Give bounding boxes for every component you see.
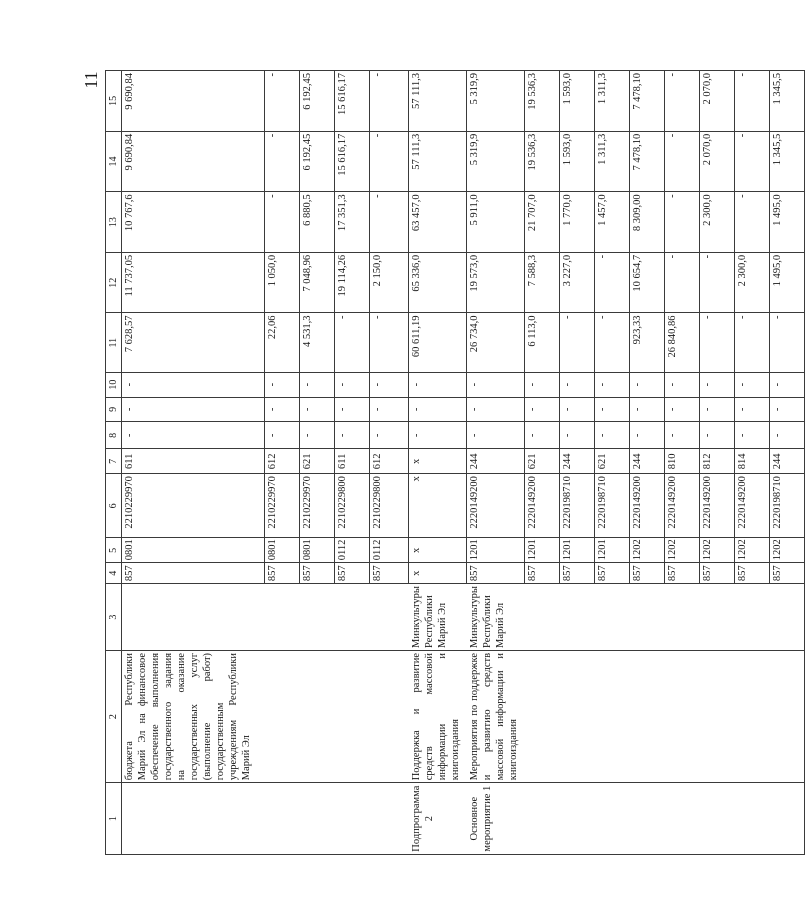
row-csr-cell: 2220149200: [665, 474, 700, 538]
row-executor-cell: [122, 584, 265, 651]
row-executor-cell: [770, 584, 805, 651]
column-header: 1: [106, 783, 122, 855]
row-col8-cell: -: [560, 422, 595, 449]
row-description-cell: [265, 650, 300, 782]
column-number-row: [106, 71, 122, 855]
row-col9-cell: -: [409, 397, 467, 422]
row-value-cell: 63 457,0: [409, 192, 467, 253]
row-csr-cell: 2210229970: [122, 474, 265, 538]
row-executor-cell: Минкультуры Республики Марий Эл: [467, 584, 525, 651]
row-value-cell: 19 536,3: [525, 131, 560, 192]
row-value-cell: 6 192,45: [300, 71, 335, 132]
row-description-cell: [735, 650, 770, 782]
row-section-cell: [560, 783, 595, 855]
row-col9-cell: -: [122, 397, 265, 422]
page-number: 11: [81, 71, 101, 89]
row-description-cell: [335, 650, 370, 782]
row-col9-cell: -: [770, 397, 805, 422]
row-value-cell: -: [735, 313, 770, 372]
table-row: [665, 71, 700, 855]
row-value-cell: 2 070,0: [700, 71, 735, 132]
row-value-cell: -: [265, 192, 300, 253]
row-value-cell: 7 588,3: [525, 252, 560, 313]
row-value-cell: 1 495,0: [770, 192, 805, 253]
row-value-cell: 6 113,0: [525, 313, 560, 372]
row-description-cell: [630, 650, 665, 782]
row-value-cell: -: [370, 313, 409, 372]
row-value-cell: 1 593,0: [560, 71, 595, 132]
row-vr-cell: 621: [300, 449, 335, 474]
row-value-cell: 1 311,3: [595, 131, 630, 192]
row-value-cell: -: [735, 131, 770, 192]
row-col8-cell: -: [265, 422, 300, 449]
row-col9-cell: -: [265, 397, 300, 422]
row-value-cell: 9 690,84: [122, 131, 265, 192]
row-csr-cell: 2220149200: [735, 474, 770, 538]
row-value-cell: 7 628,57: [122, 313, 265, 372]
row-section-cell: [665, 783, 700, 855]
row-vr-cell: 621: [525, 449, 560, 474]
row-vr-cell: 244: [630, 449, 665, 474]
row-executor-cell: [735, 584, 770, 651]
column-header: 13: [106, 192, 122, 253]
row-vr-cell: 814: [735, 449, 770, 474]
table-row: [467, 71, 525, 855]
row-value-cell: 17 351,3: [335, 192, 370, 253]
column-header: 9: [106, 397, 122, 422]
row-value-cell: 65 336,0: [409, 252, 467, 313]
row-col10-cell: -: [735, 372, 770, 397]
row-value-cell: -: [560, 313, 595, 372]
row-col9-cell: -: [335, 397, 370, 422]
row-col10-cell: -: [265, 372, 300, 397]
row-value-cell: 11 737,05: [122, 252, 265, 313]
row-csr-cell: 2220149200: [630, 474, 665, 538]
row-col8-cell: -: [122, 422, 265, 449]
row-value-cell: 1 050,0: [265, 252, 300, 313]
row-value-cell: 2 070,0: [700, 131, 735, 192]
table-row: [300, 71, 335, 855]
row-csr-cell: 2220149200: [700, 474, 735, 538]
row-csr-cell: 2210229800: [335, 474, 370, 538]
row-section-cell: [770, 783, 805, 855]
row-description-cell: Мероприятия по поддержке и развитию средств массовой информации и книгоиздания: [467, 650, 525, 782]
column-header: 15: [106, 71, 122, 132]
row-section-cell: [300, 783, 335, 855]
row-vr-cell: 244: [560, 449, 595, 474]
budget-table: [105, 70, 805, 855]
column-header: 4: [106, 563, 122, 584]
row-description-cell: [700, 650, 735, 782]
row-rzpr-cell: 0801: [265, 538, 300, 563]
row-col10-cell: -: [525, 372, 560, 397]
row-value-cell: -: [370, 131, 409, 192]
row-section-cell: Подпрограмма 2: [409, 783, 467, 855]
row-section-cell: [265, 783, 300, 855]
row-col10-cell: -: [630, 372, 665, 397]
row-value-cell: 7 478,10: [630, 71, 665, 132]
row-value-cell: -: [735, 192, 770, 253]
row-csr-cell: x: [409, 474, 467, 538]
row-value-cell: 5 319,9: [467, 131, 525, 192]
row-grbs-cell: 857: [370, 563, 409, 584]
row-value-cell: 10 654,7: [630, 252, 665, 313]
row-value-cell: 19 536,3: [525, 71, 560, 132]
row-section-cell: [630, 783, 665, 855]
row-description-cell: [665, 650, 700, 782]
row-col10-cell: -: [467, 372, 525, 397]
row-rzpr-cell: 1202: [770, 538, 805, 563]
row-csr-cell: 2220198710: [595, 474, 630, 538]
row-col10-cell: -: [122, 372, 265, 397]
row-grbs-cell: 857: [265, 563, 300, 584]
row-value-cell: -: [700, 313, 735, 372]
row-col10-cell: -: [409, 372, 467, 397]
table-row: [335, 71, 370, 855]
row-vr-cell: 612: [265, 449, 300, 474]
row-value-cell: 3 227,0: [560, 252, 595, 313]
row-col9-cell: -: [700, 397, 735, 422]
row-grbs-cell: 857: [665, 563, 700, 584]
row-col10-cell: -: [595, 372, 630, 397]
row-executor-cell: [665, 584, 700, 651]
row-section-cell: [735, 783, 770, 855]
row-value-cell: 6 192,45: [300, 131, 335, 192]
rotated-table-wrapper: [105, 70, 783, 855]
row-rzpr-cell: 0112: [335, 538, 370, 563]
row-value-cell: -: [595, 252, 630, 313]
column-header: 8: [106, 422, 122, 449]
row-vr-cell: 611: [335, 449, 370, 474]
row-value-cell: -: [665, 252, 700, 313]
row-value-cell: 9 690,84: [122, 71, 265, 132]
row-grbs-cell: 857: [630, 563, 665, 584]
row-grbs-cell: 857: [560, 563, 595, 584]
row-vr-cell: 244: [467, 449, 525, 474]
column-header: 12: [106, 252, 122, 313]
row-section-cell: [595, 783, 630, 855]
row-value-cell: 26 840,86: [665, 313, 700, 372]
column-header: 6: [106, 474, 122, 538]
row-grbs-cell: 857: [467, 563, 525, 584]
row-csr-cell: 2220149200: [467, 474, 525, 538]
table-row: [370, 71, 409, 855]
row-rzpr-cell: 1201: [525, 538, 560, 563]
row-value-cell: 60 611,19: [409, 313, 467, 372]
row-value-cell: 7 478,10: [630, 131, 665, 192]
row-csr-cell: 2220198710: [770, 474, 805, 538]
row-executor-cell: [300, 584, 335, 651]
row-executor-cell: [525, 584, 560, 651]
row-value-cell: -: [335, 313, 370, 372]
column-header: 10: [106, 372, 122, 397]
row-col8-cell: -: [770, 422, 805, 449]
row-value-cell: 15 616,17: [335, 131, 370, 192]
row-value-cell: 1 770,0: [560, 192, 595, 253]
row-value-cell: 4 531,3: [300, 313, 335, 372]
row-col9-cell: -: [595, 397, 630, 422]
row-description-cell: [300, 650, 335, 782]
column-header: 7: [106, 449, 122, 474]
table-row: [595, 71, 630, 855]
row-csr-cell: 2210229970: [300, 474, 335, 538]
row-col8-cell: -: [595, 422, 630, 449]
row-vr-cell: 244: [770, 449, 805, 474]
row-description-cell: бюджета Республики Марий Эл на финансовое обеспечение выполнения государственного задания на оказание государственных услуг (выполнение работ) государственным учреждениям Республики Марий Эл: [122, 650, 265, 782]
row-rzpr-cell: 1201: [595, 538, 630, 563]
row-rzpr-cell: x: [409, 538, 467, 563]
row-vr-cell: 621: [595, 449, 630, 474]
table-body: [122, 71, 805, 855]
row-value-cell: 57 111,3: [409, 131, 467, 192]
row-value-cell: 19 114,26: [335, 252, 370, 313]
row-grbs-cell: 857: [595, 563, 630, 584]
row-rzpr-cell: 1202: [665, 538, 700, 563]
row-value-cell: 5 319,9: [467, 71, 525, 132]
row-value-cell: 6 880,5: [300, 192, 335, 253]
row-value-cell: -: [700, 252, 735, 313]
table-row: [265, 71, 300, 855]
row-rzpr-cell: 0801: [122, 538, 265, 563]
row-col9-cell: -: [665, 397, 700, 422]
row-col8-cell: -: [409, 422, 467, 449]
row-col10-cell: -: [700, 372, 735, 397]
row-executor-cell: [265, 584, 300, 651]
column-header: 5: [106, 538, 122, 563]
row-rzpr-cell: 1201: [467, 538, 525, 563]
table-row: [700, 71, 735, 855]
row-value-cell: 1 345,5: [770, 131, 805, 192]
row-section-cell: [122, 783, 265, 855]
row-csr-cell: 2220149200: [525, 474, 560, 538]
row-value-cell: -: [595, 313, 630, 372]
row-executor-cell: [370, 584, 409, 651]
table-row: [630, 71, 665, 855]
row-value-cell: -: [770, 313, 805, 372]
row-value-cell: 5 911,0: [467, 192, 525, 253]
row-col8-cell: -: [700, 422, 735, 449]
row-description-cell: Поддержка и развитие средств массовой информации и книгоиздания: [409, 650, 467, 782]
row-value-cell: -: [665, 71, 700, 132]
table-row: [525, 71, 560, 855]
row-executor-cell: Минкультуры Республики Марий Эл: [409, 584, 467, 651]
row-section-cell: [700, 783, 735, 855]
row-description-cell: [525, 650, 560, 782]
row-description-cell: [370, 650, 409, 782]
row-grbs-cell: 857: [770, 563, 805, 584]
column-header: 2: [106, 650, 122, 782]
row-grbs-cell: 857: [700, 563, 735, 584]
row-value-cell: 19 573,0: [467, 252, 525, 313]
row-rzpr-cell: 1202: [630, 538, 665, 563]
row-grbs-cell: 857: [525, 563, 560, 584]
row-description-cell: [560, 650, 595, 782]
row-value-cell: 8 309,00: [630, 192, 665, 253]
row-value-cell: 2 300,0: [700, 192, 735, 253]
column-header: 14: [106, 131, 122, 192]
row-rzpr-cell: 0801: [300, 538, 335, 563]
row-value-cell: 15 616,17: [335, 71, 370, 132]
row-col8-cell: -: [630, 422, 665, 449]
row-executor-cell: [335, 584, 370, 651]
row-col9-cell: -: [467, 397, 525, 422]
row-section-cell: Основное мероприятие 1: [467, 783, 525, 855]
row-col10-cell: -: [335, 372, 370, 397]
row-col10-cell: -: [370, 372, 409, 397]
row-vr-cell: 611: [122, 449, 265, 474]
row-value-cell: 1 311,3: [595, 71, 630, 132]
row-value-cell: 1 457,0: [595, 192, 630, 253]
row-col8-cell: -: [300, 422, 335, 449]
row-value-cell: 1 495,0: [770, 252, 805, 313]
row-value-cell: 2 300,0: [735, 252, 770, 313]
table-row: [409, 71, 467, 855]
row-value-cell: 10 767,6: [122, 192, 265, 253]
row-col8-cell: -: [370, 422, 409, 449]
row-col8-cell: -: [665, 422, 700, 449]
row-value-cell: 2 150,0: [370, 252, 409, 313]
row-col9-cell: -: [735, 397, 770, 422]
row-value-cell: 22,06: [265, 313, 300, 372]
row-col10-cell: -: [560, 372, 595, 397]
row-executor-cell: [595, 584, 630, 651]
row-col9-cell: -: [560, 397, 595, 422]
row-col8-cell: -: [735, 422, 770, 449]
table-row: [122, 71, 265, 855]
row-vr-cell: 810: [665, 449, 700, 474]
row-section-cell: [525, 783, 560, 855]
table-row: [735, 71, 770, 855]
row-section-cell: [370, 783, 409, 855]
row-value-cell: 1 593,0: [560, 131, 595, 192]
row-value-cell: -: [265, 71, 300, 132]
row-value-cell: -: [665, 192, 700, 253]
row-value-cell: -: [665, 131, 700, 192]
row-csr-cell: 2210229800: [370, 474, 409, 538]
row-value-cell: -: [735, 71, 770, 132]
table-row: [560, 71, 595, 855]
row-col10-cell: -: [770, 372, 805, 397]
row-value-cell: 1 345,5: [770, 71, 805, 132]
row-executor-cell: [700, 584, 735, 651]
column-header: 11: [106, 313, 122, 372]
row-value-cell: -: [370, 192, 409, 253]
row-col9-cell: -: [630, 397, 665, 422]
row-col8-cell: -: [525, 422, 560, 449]
row-value-cell: 26 734,0: [467, 313, 525, 372]
table-row: [770, 71, 805, 855]
row-grbs-cell: 857: [335, 563, 370, 584]
row-col10-cell: -: [665, 372, 700, 397]
row-value-cell: 21 707,0: [525, 192, 560, 253]
row-vr-cell: 812: [700, 449, 735, 474]
row-vr-cell: x: [409, 449, 467, 474]
row-rzpr-cell: 1202: [735, 538, 770, 563]
row-col10-cell: -: [300, 372, 335, 397]
row-vr-cell: 612: [370, 449, 409, 474]
row-value-cell: -: [265, 131, 300, 192]
row-executor-cell: [630, 584, 665, 651]
row-rzpr-cell: 1202: [700, 538, 735, 563]
row-grbs-cell: 857: [300, 563, 335, 584]
row-grbs-cell: 857: [735, 563, 770, 584]
row-executor-cell: [560, 584, 595, 651]
column-header: 3: [106, 584, 122, 651]
row-csr-cell: 2220198710: [560, 474, 595, 538]
row-csr-cell: 2210229970: [265, 474, 300, 538]
row-section-cell: [335, 783, 370, 855]
row-grbs-cell: 857: [122, 563, 265, 584]
row-col8-cell: -: [467, 422, 525, 449]
row-grbs-cell: x: [409, 563, 467, 584]
row-col9-cell: -: [525, 397, 560, 422]
row-rzpr-cell: 0112: [370, 538, 409, 563]
row-description-cell: [770, 650, 805, 782]
row-rzpr-cell: 1201: [560, 538, 595, 563]
row-col9-cell: -: [300, 397, 335, 422]
row-description-cell: [595, 650, 630, 782]
row-col9-cell: -: [370, 397, 409, 422]
row-value-cell: 7 048,96: [300, 252, 335, 313]
row-value-cell: 923,33: [630, 313, 665, 372]
row-col8-cell: -: [335, 422, 370, 449]
row-value-cell: -: [370, 71, 409, 132]
row-value-cell: 57 111,3: [409, 71, 467, 132]
